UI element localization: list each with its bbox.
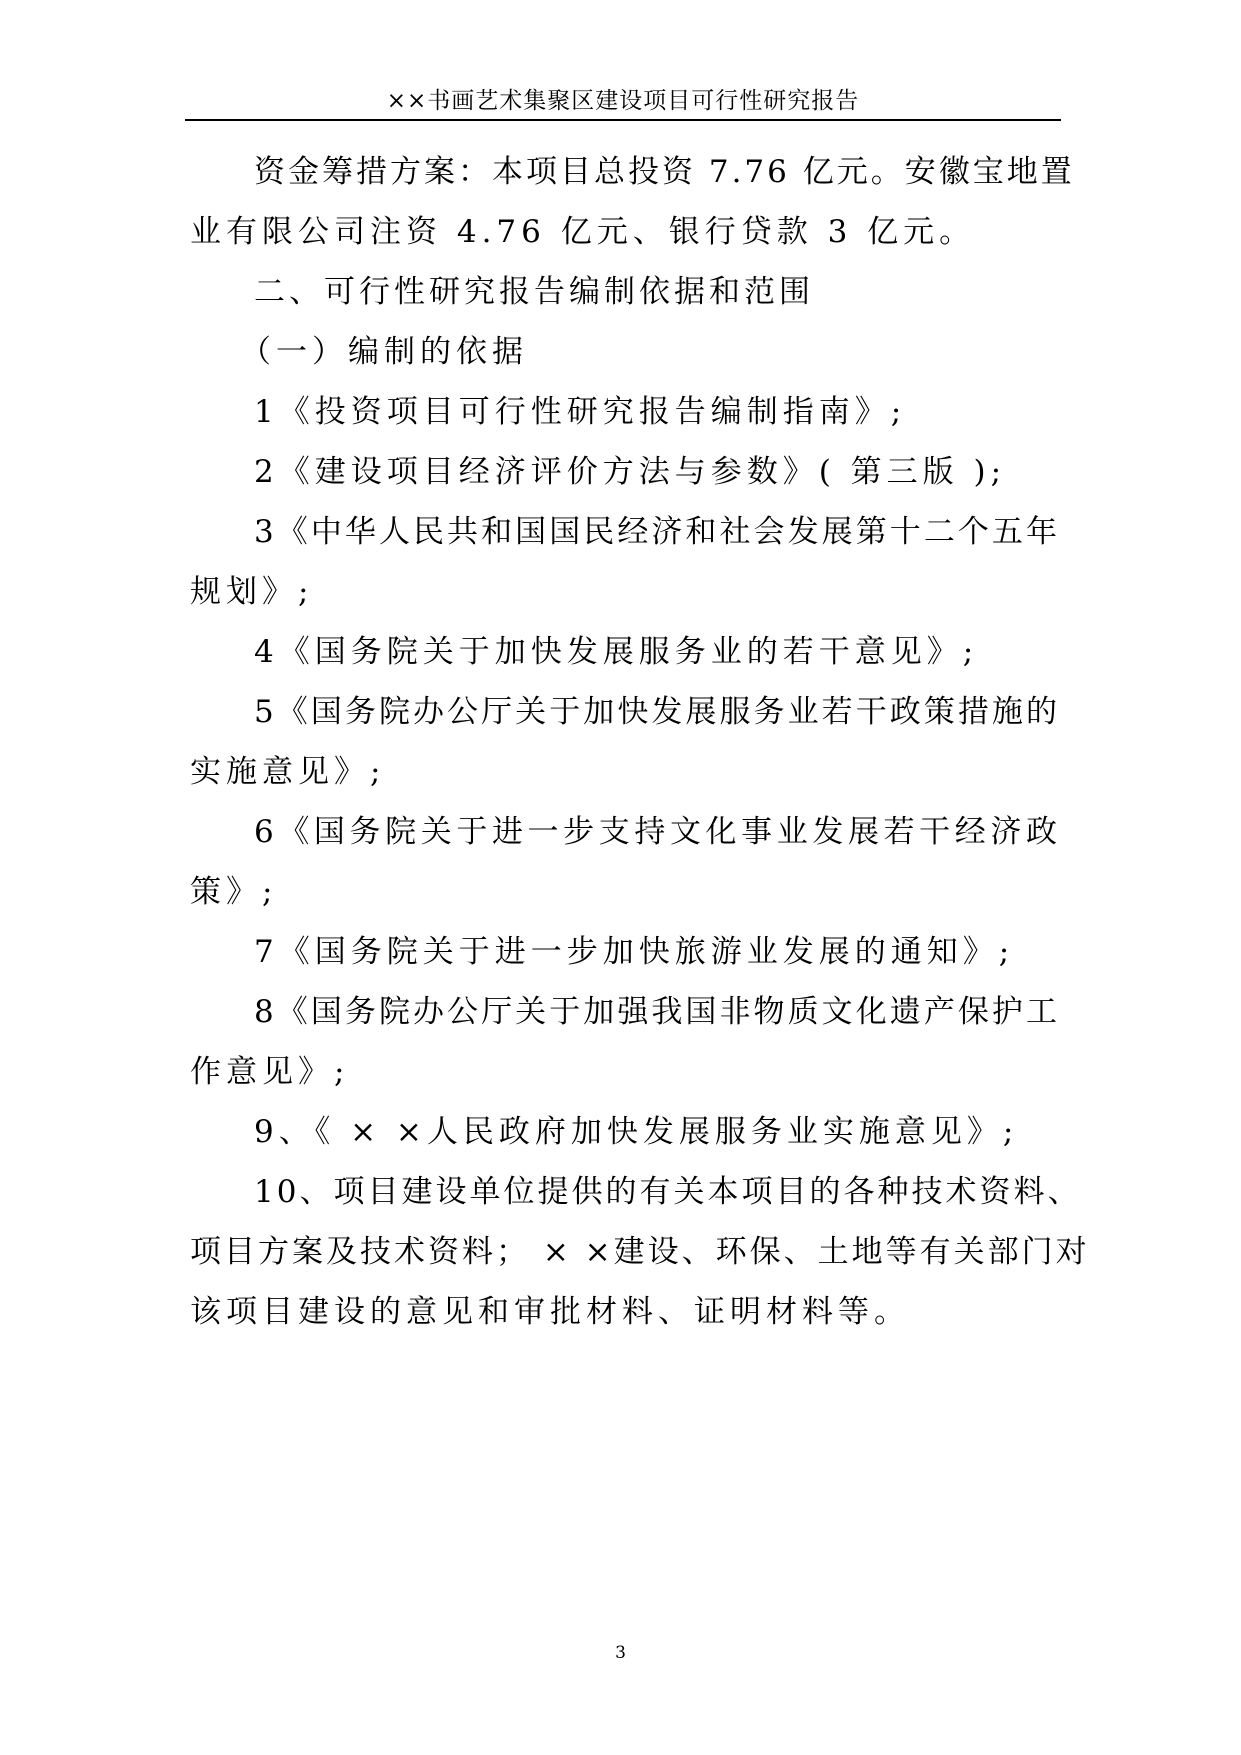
list-item-10-line-1: 10、项目建设单位提供的有关本项目的各种技术资料、 <box>254 1174 1082 1210</box>
list-item-5-line-2: 实施意见》; <box>190 754 386 790</box>
paragraph-funding-line-1: 资金筹措方案：本项目总投资 7.76 亿元。安徽宝地置 <box>254 154 1075 190</box>
list-item-6-line-2: 策》; <box>190 874 278 910</box>
list-item-10-line-3: 该项目建设的意见和审批材料、证明材料等。 <box>190 1294 910 1330</box>
list-item-8-line-2: 作意见》; <box>190 1054 350 1090</box>
subsection-heading: （一）编制的依据 <box>240 334 528 370</box>
section-heading: 二、可行性研究报告编制依据和范围 <box>254 274 814 310</box>
header-rule <box>185 119 1061 121</box>
list-item-9: 9、《 × ×人民政府加快发展服务业实施意见》; <box>254 1114 1019 1150</box>
list-item-1: 1《投资项目可行性研究报告编制指南》; <box>254 394 907 430</box>
running-header: ××书画艺术集聚区建设项目可行性研究报告 <box>386 88 860 114</box>
list-item-7: 7《国务院关于进一步加快旅游业发展的通知》; <box>254 934 1015 970</box>
list-item-8-line-1: 8《国务院办公厅关于加强我国非物质文化遗产保护工 <box>254 994 1060 1030</box>
list-item-2: 2《建设项目经济评价方法与参数》( 第三版 ); <box>254 454 1007 490</box>
paragraph-funding-line-2: 业有限公司注资 4.76 亿元、银行贷款 3 亿元。 <box>190 214 976 250</box>
list-item-4: 4《国务院关于加快发展服务业的若干意见》; <box>254 634 979 670</box>
list-item-6-line-1: 6《国务院关于进一步支持文化事业发展若干经济政 <box>254 814 1060 850</box>
list-item-3-line-1: 3《中华人民共和国国民经济和社会发展第十二个五年 <box>254 514 1060 550</box>
list-item-5-line-1: 5《国务院办公厅关于加快发展服务业若干政策措施的 <box>254 694 1060 730</box>
page-number: 3 <box>615 1643 626 1663</box>
list-item-3-line-2: 规划》; <box>190 574 314 610</box>
list-item-10-line-2: 项目方案及技术资料； × ×建设、环保、土地等有关部门对 <box>190 1234 1090 1270</box>
